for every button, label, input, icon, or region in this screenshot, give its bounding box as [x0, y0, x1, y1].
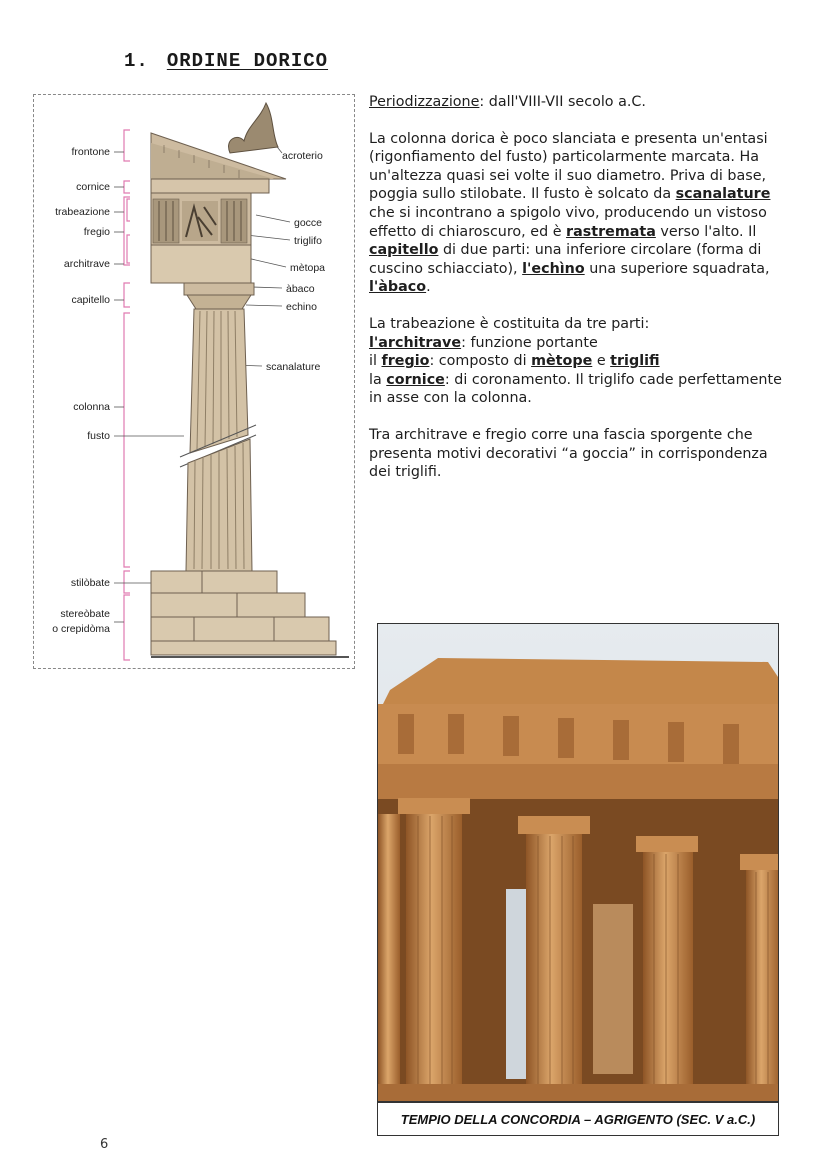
text-run: la: [369, 371, 387, 388]
doric-column-drawing: [34, 95, 356, 670]
label-acroterio: acroterio: [282, 150, 323, 162]
doric-order-diagram: [33, 94, 355, 669]
term-architrave: l'architrave: [369, 334, 462, 351]
label-abaco: àbaco: [286, 283, 315, 295]
text-run: verso l'alto. Il: [655, 223, 757, 240]
inner-cella: [593, 904, 633, 1074]
label-capitello: capitello: [71, 294, 110, 306]
text-run: : di coronamento. Il triglifo cade perfettamente in asse con la colonna.: [369, 371, 782, 407]
text-run: e: [592, 353, 611, 370]
period-label: Periodizzazione: [369, 94, 480, 110]
section-heading: [124, 50, 328, 72]
acroterio-ornament: [229, 103, 278, 153]
text-run: : funzione portante: [461, 334, 598, 351]
label-colonna: colonna: [73, 401, 110, 413]
label-metopa: mètopa: [290, 262, 326, 274]
term-metope: mètope: [531, 353, 593, 370]
label-crepidoma: o crepidòma: [52, 623, 110, 635]
label-fusto: fusto: [87, 430, 110, 442]
text-run: La trabeazione è costituita da tre parti:: [369, 315, 650, 332]
label-echino: echino: [286, 301, 317, 313]
label-gocce: gocce: [294, 217, 323, 229]
term-fregio: fregio: [381, 353, 430, 370]
photo-caption: TEMPIO DELLA CONCORDIA – AGRIGENTO (SEC. V a.C.): [378, 1101, 778, 1135]
description-text: [369, 93, 783, 500]
label-stilobate: stilòbate: [70, 577, 110, 589]
page-number: 6: [100, 1137, 109, 1152]
label-stereobate: stereòbate: [60, 608, 110, 620]
text-run: una superiore squadrata,: [584, 260, 770, 277]
entablature-paragraph: [369, 315, 783, 408]
term-triglifi: triglifi: [610, 353, 660, 370]
term-scanalature: scanalature: [675, 186, 771, 203]
label-architrave: architrave: [63, 258, 110, 270]
section-title: ORDINE DORICO: [166, 50, 329, 72]
section-number: 1.: [124, 50, 149, 72]
text-run: di due parti: una inferiore circolare (forma di cuscino schiacciato),: [369, 242, 762, 277]
periodization-paragraph: [369, 93, 783, 112]
temple-illustration: [378, 624, 779, 1104]
term-cornice: cornice: [386, 371, 445, 388]
text-run: il: [369, 353, 382, 370]
term-rastremata: rastremata: [566, 223, 656, 240]
term-abaco: l'àbaco: [369, 279, 427, 296]
guttae-paragraph: Tra architrave e fregio corre una fascia sporgente che presenta motivi decorativi “a goccia” in corrispondenza dei triglifi.: [369, 426, 768, 481]
term-capitello: capitello: [369, 242, 439, 259]
term-echino: l'echìno: [522, 260, 585, 277]
abacus: [184, 283, 254, 295]
label-scanalature: scanalature: [266, 361, 321, 373]
echinus: [187, 295, 251, 309]
temple-architrave: [378, 764, 779, 799]
bracket-lines: [124, 130, 130, 660]
label-triglifo: triglifo: [294, 235, 323, 247]
label-fregio: fregio: [83, 226, 110, 238]
temple-photo: [377, 623, 779, 1136]
text-run: che si incontrano a spigolo vivo, producendo un vistoso effetto di chiaroscuro, ed è: [369, 204, 767, 240]
text-run: .: [426, 279, 431, 296]
text-run: La colonna dorica è poco slanciata e presenta un'entasi (rigonfiamento del fusto) particolarmente marcata. Ha un'altezza quasi sei volte il suo diametro. Priva di base, poggia sullo stilobate. Il fusto è solcato da: [369, 130, 768, 203]
label-trabeazione: trabeazione: [55, 206, 110, 218]
period-value: : dall'VIII-VII secolo a.C.: [479, 94, 646, 110]
label-cornice: cornice: [76, 181, 110, 193]
column-paragraph: [369, 130, 783, 297]
crepidoma-steps: [151, 571, 336, 655]
architrave-block: [151, 245, 251, 283]
text-run: : composto di: [429, 353, 532, 370]
label-frontone: frontone: [71, 146, 110, 158]
cornice-block: [151, 179, 269, 193]
